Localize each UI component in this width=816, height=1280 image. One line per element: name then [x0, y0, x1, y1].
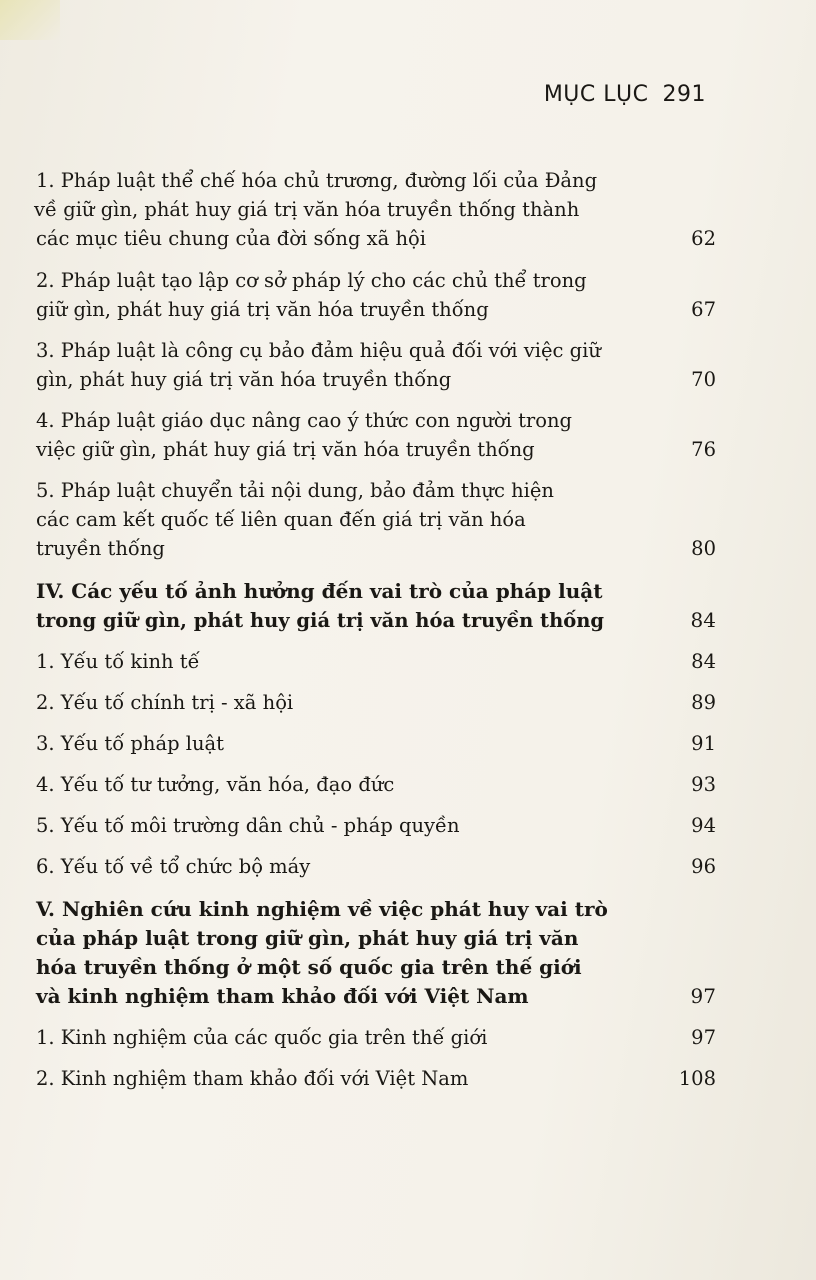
toc-entry-line: gìn, phát huy giá trị văn hóa truyền thống — [36, 368, 452, 391]
toc-entry — [36, 852, 716, 881]
toc-entry-line: 4. Yếu tố tư tưởng, văn hóa, đạo đức — [36, 773, 395, 796]
toc-entry-line: các mục tiêu chung của đời sống xã hội — [36, 227, 426, 250]
toc-entry-line: 3. Pháp luật là công cụ bảo đảm hiệu quả đối với việc giữ — [36, 339, 601, 362]
toc-entry — [36, 688, 716, 717]
toc-entry — [36, 166, 716, 253]
toc-entry-line: 5. Pháp luật chuyển tải nội dung, bảo đảm thực hiện — [36, 479, 554, 502]
toc-page-number: 80 — [691, 537, 716, 560]
table-of-contents — [36, 166, 716, 1105]
toc-entry-line: 3. Yếu tố pháp luật — [36, 732, 225, 755]
toc-page-number: 84 — [691, 650, 716, 673]
toc-entry-line: 2. Pháp luật tạo lập cơ sở pháp lý cho các chủ thể trong — [36, 269, 587, 292]
toc-entry — [36, 1064, 716, 1093]
toc-entry-line: 1. Kinh nghiệm của các quốc gia trên thế giới — [36, 1026, 488, 1049]
toc-page-number: 93 — [691, 773, 716, 796]
toc-entry — [36, 266, 716, 324]
header-title: MỤC LỤC — [543, 82, 649, 107]
page-corner-tint — [0, 0, 60, 40]
toc-page-number: 76 — [691, 438, 716, 461]
toc-entry — [36, 336, 716, 394]
toc-entry-line: 2. Yếu tố chính trị - xã hội — [36, 691, 294, 714]
toc-entry — [36, 1023, 716, 1052]
toc-page-number: 96 — [691, 855, 716, 878]
toc-section-heading — [36, 577, 716, 635]
toc-entry — [36, 476, 716, 563]
toc-entry-line: giữ gìn, phát huy giá trị văn hóa truyền thống — [36, 298, 489, 321]
toc-entry-line: 1. Pháp luật thể chế hóa chủ trương, đường lối của Đảng — [36, 169, 598, 192]
toc-entry-line: và kinh nghiệm tham khảo đối với Việt Nam — [36, 984, 529, 1008]
toc-page-number: 97 — [690, 984, 716, 1008]
toc-entry — [36, 647, 716, 676]
toc-entry-line: hóa truyền thống ở một số quốc gia trên thế giới — [36, 955, 582, 979]
toc-page-number: 97 — [691, 1026, 716, 1049]
toc-page-number: 70 — [691, 368, 716, 391]
toc-entry — [36, 729, 716, 758]
toc-entry-line: trong giữ gìn, phát huy giá trị văn hóa truyền thống — [36, 609, 605, 632]
toc-entry-line: việc giữ gìn, phát huy giá trị văn hóa truyền thống — [36, 438, 535, 461]
toc-entry-line: 6. Yếu tố về tổ chức bộ máy — [36, 855, 311, 878]
toc-entry-line: về giữ gìn, phát huy giá trị văn hóa truyền thống thành — [34, 198, 580, 221]
header-page-number: 291 — [662, 82, 706, 107]
toc-entry-line: 4. Pháp luật giáo dục nâng cao ý thức con người trong — [36, 409, 573, 432]
toc-entry-line: của pháp luật trong giữ gìn, phát huy giá trị văn — [36, 926, 579, 950]
toc-entry-line: V. Nghiên cứu kinh nghiệm về việc phát huy vai trò — [36, 897, 608, 921]
toc-entry-line: các cam kết quốc tế liên quan đến giá trị văn hóa — [36, 508, 526, 531]
toc-page-number: 89 — [691, 691, 716, 714]
toc-page-number: 84 — [690, 608, 716, 632]
toc-entry-line: 5. Yếu tố môi trường dân chủ - pháp quyền — [36, 814, 460, 837]
toc-entry-line: 2. Kinh nghiệm tham khảo đối với Việt Nam — [36, 1067, 469, 1090]
toc-page-number: 108 — [678, 1067, 716, 1090]
toc-entry-line: IV. Các yếu tố ảnh hưởng đến vai trò của pháp luật — [36, 579, 603, 603]
toc-entry — [36, 811, 716, 840]
toc-entry — [36, 770, 716, 799]
toc-entry-line: 1. Yếu tố kinh tế — [36, 650, 200, 673]
toc-page-number: 67 — [691, 298, 716, 321]
toc-entry-line: truyền thống — [36, 537, 165, 560]
running-header — [544, 82, 706, 107]
toc-entry — [36, 406, 716, 464]
toc-page-number: 62 — [691, 227, 716, 250]
toc-page-number: 91 — [691, 732, 716, 755]
toc-section-heading — [36, 895, 716, 1011]
toc-page-number: 94 — [691, 814, 716, 837]
